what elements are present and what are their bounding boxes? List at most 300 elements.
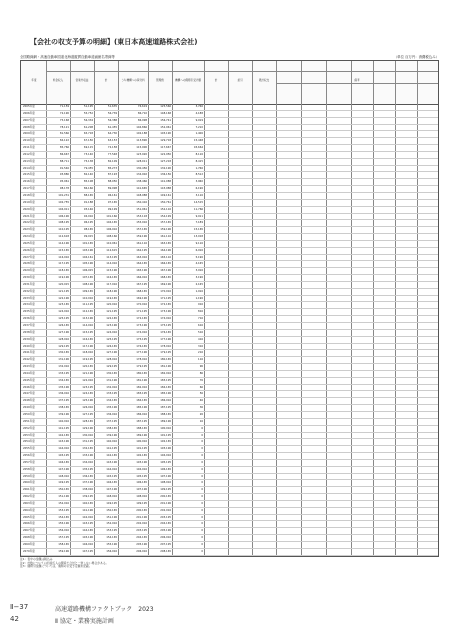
row-value-cell: 3,960 [195,180,203,184]
row-value-cell: 121,195 [58,289,69,293]
table-row [21,275,438,282]
row-year-cell: 2011年度 [23,146,35,150]
row-value-cell: 138,165 [58,406,69,410]
row-year-cell: 2042年度 [23,358,35,362]
row-value-cell: 171,195 [136,310,147,314]
row-value-cell: 172,165 [136,317,147,321]
row-year-cell: 2049年度 [23,406,35,410]
row-value-cell: 199,195 [136,501,147,505]
table-row [21,323,438,330]
row-value-cell: 9,116 [195,241,203,245]
row-value-cell: 136,165 [82,474,93,478]
row-value-cell: 516 [198,330,203,334]
page-footer [0,603,455,633]
note-3: 注3：債務引受額については、債務の引受予定額を記載。 [20,564,92,569]
budget-table [20,60,439,557]
row-value-cell: 204,165 [160,522,171,526]
row-value-cell: 161,116 [136,241,147,245]
row-value-cell: 119,165 [106,296,117,300]
row-value-cell: 146,165 [58,460,69,464]
row-value-cell: 129,195 [58,344,69,348]
row-value-cell: 168,165 [160,276,171,280]
row-value-cell: 157,195 [58,536,69,540]
row-value-cell: 203,195 [136,529,147,533]
row-value-cell: 158,165 [58,543,69,546]
row-value-cell: 79,455 [83,166,93,170]
row-value-cell: 115,196 [106,269,117,273]
row-year-cell: 2034年度 [23,303,35,307]
row-value-cell: 2,165 [195,282,203,286]
row-value-cell: 0 [201,495,203,499]
table-row [21,474,438,481]
table-row [21,398,438,405]
row-value-cell: 216 [198,351,203,355]
row-value-cell: 125,566 [160,105,171,108]
row-value-cell: 110,916 [82,296,93,300]
row-value-cell: 132,190 [160,166,171,170]
table-row [21,453,438,460]
row-value-cell: 149,195 [106,501,117,505]
table-row [21,371,438,378]
row-value-cell: 142,916 [82,515,93,519]
row-value-cell: 127,195 [82,412,93,416]
row-value-cell: 206,916 [160,536,171,540]
row-year-cell: 2024年度 [23,235,35,239]
row-value-cell: 96,161 [107,193,117,197]
row-value-cell: 184,165 [160,385,171,389]
row-value-cell: 142,165 [106,454,117,458]
row-value-cell: 150,416 [136,200,147,204]
row-value-cell: 127,196 [58,330,69,334]
row-value-cell: 198,916 [160,481,171,485]
row-value-cell: 172,165 [160,303,171,307]
row-value-cell: 123,165 [58,303,69,307]
row-value-cell: 114,916 [106,262,117,266]
row-year-cell: 2039年度 [23,337,35,341]
row-value-cell: 102,755 [58,200,69,204]
table-row [21,138,438,145]
row-value-cell: 72,190 [59,111,69,115]
row-value-cell: 101,231 [58,193,69,197]
row-value-cell: 201,196 [160,501,171,505]
row-value-cell: 135,196 [58,385,69,389]
table-row [21,241,438,248]
row-value-cell: 136,916 [106,412,117,416]
row-value-cell: 64,730 [107,132,117,136]
row-value-cell: 152,116 [160,207,171,211]
table-row [21,234,438,241]
row-value-cell: 7,189 [195,221,203,225]
row-value-cell: 143,195 [82,522,93,526]
table-row [21,131,438,138]
row-value-cell: 138,916 [82,488,93,492]
row-value-cell: 163,165 [160,241,171,245]
row-year-cell: 2045年度 [23,378,35,382]
row-value-cell: 174,916 [136,330,147,334]
row-value-cell: 142,165 [58,433,69,437]
row-value-cell: 166,165 [160,262,171,266]
row-value-cell: 195,195 [136,474,147,478]
row-value-cell: 63,153 [107,139,117,143]
row-value-cell: 0 [201,447,203,451]
row-value-cell: 78,121 [59,125,69,129]
row-value-cell: 113,196 [82,317,93,321]
table-row [21,405,438,412]
row-value-cell: 112,615 [106,248,117,252]
row-value-cell: 15,448 [193,139,203,143]
row-value-cell: 85,766 [59,146,69,150]
row-year-cell: 2040年度 [23,344,35,348]
row-value-cell: 199,195 [160,488,171,492]
row-value-cell: 816 [198,310,203,314]
unit-label: （単位 百万円：消費税込み） [393,55,439,59]
row-value-cell: 139,195 [82,495,93,499]
row-value-cell: 127,218 [160,159,171,163]
row-value-cell: 69,115 [83,146,93,150]
col-year: 年度 [31,79,37,82]
table-row [21,350,438,357]
row-value-cell: 73,140 [83,152,93,156]
row-year-cell: 2006年度 [23,111,35,115]
row-value-cell: 102,188 [136,132,147,136]
section-name: Ⅱ 協定・業務実施計画 [55,618,114,625]
row-value-cell: 108,166 [106,235,117,239]
table-row [21,207,438,214]
row-value-cell: 11,766 [193,207,203,211]
row-value-cell: 136,156 [160,173,171,177]
table-row [21,433,438,440]
row-value-cell: 143,196 [106,460,117,464]
row-value-cell: 128,916 [106,358,117,362]
row-value-cell: 155,196 [58,522,69,526]
row-year-cell: 2016年度 [23,180,35,184]
row-value-cell: 0 [201,522,203,526]
row-year-cell: 2027年度 [23,255,35,259]
table-row [21,179,438,186]
row-value-cell: 126,165 [58,324,69,327]
row-value-cell: 117,195 [58,262,69,266]
table-header [21,61,438,105]
row-value-cell: 106,916 [106,228,117,232]
row-value-cell: 1,916 [195,289,203,293]
row-value-cell: 91,188 [83,200,93,204]
row-year-cell: 2026年度 [23,248,35,252]
row-value-cell: 131,196 [106,378,117,382]
row-value-cell: 0 [201,529,203,533]
row-value-cell: 121,196 [82,371,93,375]
row-value-cell: 122,916 [82,378,93,382]
row-year-cell: 2028年度 [23,262,35,266]
row-value-cell: 161,116 [160,235,171,239]
row-value-cell: 165,196 [136,269,147,273]
row-value-cell: 76,619 [137,105,147,108]
row-value-cell: 157,165 [160,221,171,225]
row-value-cell: 115,900 [136,146,147,150]
row-year-cell: 2062年度 [23,495,35,499]
row-year-cell: 2008年度 [23,125,35,129]
row-value-cell: 128,916 [58,337,69,341]
row-value-cell: 152,916 [106,522,117,526]
table-row [21,282,438,289]
row-value-cell: 178,916 [160,344,171,348]
row-value-cell: 86,998 [137,118,147,122]
table-row [21,460,438,467]
row-value-cell: 104,165 [106,221,117,225]
row-value-cell: 118,196 [106,289,117,293]
table-row [21,501,438,508]
table-row [21,118,438,125]
row-value-cell: 127,196 [106,351,117,355]
row-value-cell: 124,916 [58,310,69,314]
row-year-cell: 2022年度 [23,221,35,225]
row-value-cell: 81,566 [59,132,69,136]
table-row [21,186,438,193]
row-value-cell: 111,195 [82,303,93,307]
row-year-cell: 2069年度 [23,543,35,546]
row-value-cell: 94,916 [83,214,93,218]
row-value-cell: 146,165 [106,481,117,485]
row-value-cell: 1,406 [195,132,203,136]
table-row [21,145,438,152]
row-value-cell: 130,916 [82,433,93,437]
row-value-cell: 125,195 [58,317,69,321]
row-value-cell: 159,196 [160,228,171,232]
row-value-cell: 149,195 [58,481,69,485]
row-value-cell: 152,916 [58,501,69,505]
row-value-cell: 6 [201,426,203,430]
col-subtotal: 計 [104,79,108,82]
row-value-cell: 147,196 [106,488,117,492]
row-value-cell: 181,196 [136,378,147,382]
row-value-cell: 196,165 [160,467,171,471]
row-value-cell: 190,916 [160,426,171,430]
row-value-cell [95,556,117,557]
row-value-cell: 128,011 [136,159,147,163]
table-row [21,316,438,323]
row-value-cell: 120,916 [106,303,117,307]
row-value-cell: 177,196 [136,351,147,355]
row-value-cell: 82,140 [83,173,93,177]
row-value-cell: 135,195 [82,467,93,471]
row-value-cell: 201,196 [136,515,147,519]
row-value-cell [149,556,171,557]
row-value-cell: 104,911 [58,207,69,211]
table-row [21,220,438,227]
row-value-cell: 0 [201,440,203,444]
row-value-cell: 120,915 [58,282,69,286]
row-value-cell: 155,916 [136,221,147,225]
row-value-cell: 117,916 [106,282,117,286]
row-value-cell: 194,916 [136,467,147,471]
row-value-cell: 182,916 [160,371,171,375]
row-value-cell: 154,199 [160,214,171,218]
row-value-cell: 186,916 [160,399,171,403]
col-total: 計 [214,79,218,82]
row-value-cell: 112,618 [58,235,69,239]
row-value-cell: 129,718 [160,139,171,143]
table-row [21,549,438,556]
row-value-cell: 189,196 [136,433,147,437]
row-year-cell: 2013年度 [23,159,35,163]
col-cumulative: 累計収支 [258,79,270,82]
row-year-cell: 2031年度 [23,282,35,286]
row-value-cell: 144,916 [106,467,117,471]
row-value-cell: 56,739 [107,111,117,115]
row-value-cell: 118,916 [82,351,93,355]
row-value-cell: 0 [201,488,203,492]
col-lease-fee: うち機構への貸付料 [121,79,145,82]
row-value-cell: 176,165 [136,344,147,348]
row-value-cell: 76 [199,378,203,382]
row-value-cell: 316 [198,344,203,348]
row-value-cell: 157,165 [136,228,147,232]
table-row [21,521,438,528]
row-value-cell: 0 [201,474,203,478]
row-value-cell: 163,916 [136,255,147,259]
row-value-cell: 122,165 [106,317,117,321]
row-value-cell: 0 [201,508,203,512]
row-year-cell: 2065年度 [23,515,35,519]
row-value-cell: 196,165 [136,481,147,485]
row-value-cell: 153,118 [136,214,147,218]
row-value-cell: 139,196 [58,412,69,416]
table-row [21,344,438,351]
col-remarks: 備考 [354,79,360,82]
row-value-cell: 82,109 [107,159,117,163]
row-value-cell: 0 [201,549,203,553]
table-row [21,364,438,371]
row-value-cell: 178,916 [136,358,147,362]
row-value-cell: 132,165 [82,447,93,451]
row-value-cell: 99,199 [107,207,117,211]
row-value-cell: 159,196 [136,235,147,239]
row-year-cell: 2067年度 [23,529,35,533]
row-value-cell: 122,950 [160,152,171,156]
row-value-cell: 9,919 [195,118,203,122]
table-row [21,214,438,221]
row-value-cell: 7,210 [195,125,203,129]
table-row [21,104,438,111]
row-year-cell: 2050年度 [23,412,35,416]
row-value-cell: 46 [199,399,203,403]
row-year-cell: 2056年度 [23,454,35,458]
row-value-cell: 75,168 [59,118,69,122]
row-year-cell: 2046年度 [23,385,35,389]
row-value-cell: 3,766 [195,105,203,108]
row-value-cell: 61,208 [83,125,93,129]
row-value-cell: 0 [201,460,203,464]
row-value-cell: 14,515 [193,200,203,204]
row-value-cell: 15,165 [193,228,203,232]
row-value-cell: 167,196 [160,269,171,273]
row-value-cell: 162,195 [136,248,147,252]
row-value-cell: 192,165 [160,440,171,444]
page-code: Ⅱ−37 [10,603,29,611]
row-value-cell: 0 [201,501,203,505]
row-value-cell: 113,195 [106,255,117,259]
col-nonop-revenue: 営業外収益 [75,79,89,82]
row-year-cell: 2043年度 [23,365,35,369]
row-value-cell: 86,166 [83,187,93,191]
table-row [21,152,438,159]
row-year-cell: 2030年度 [23,276,35,280]
row-year-cell: 2044年度 [23,371,35,375]
row-value-cell: 179,195 [160,351,171,355]
row-value-cell: 125,195 [106,337,117,341]
row-value-cell: 150,165 [58,488,69,492]
row-value-cell: 116 [198,358,203,362]
table-row [21,268,438,275]
row-year-cell: 2012年度 [23,152,35,156]
table-row [21,385,438,392]
row-value-cell: 166,916 [136,276,147,280]
notes [20,558,108,569]
row-year-cell: 2066年度 [23,522,35,526]
row-year-cell: 2063年度 [23,501,35,505]
row-year-cell: 2014年度 [23,166,35,170]
table-row [21,330,438,337]
row-value-cell: 192,165 [136,454,147,458]
row-value-cell: 191,195 [136,447,147,451]
row-value-cell: 0 [201,543,203,546]
row-value-cell: 0 [201,454,203,458]
table-row [21,378,438,385]
row-year-cell: 2038年度 [23,330,35,334]
table-row [21,556,438,557]
row-value-cell: 153,195 [58,508,69,512]
row-value-cell: 141,195 [106,447,117,451]
row-value-cell: 105,196 [82,262,93,266]
row-value-cell: 124,916 [106,330,117,334]
row-value-cell: 197,196 [136,488,147,492]
row-value-cell: 6,196 [195,187,203,191]
row-year-cell: 2020年度 [23,207,35,211]
row-value-cell: 66 [199,385,203,389]
row-value-cell: 202,916 [136,522,147,526]
row-year-cell: 2060年度 [23,481,35,485]
row-year-cell: 2015年度 [23,173,35,177]
row-value-cell: 202,916 [160,508,171,512]
row-year-cell: 2029年度 [23,269,35,273]
table-row [21,296,438,303]
row-value-cell: 156,916 [106,549,117,553]
row-value-cell: 139,196 [106,433,117,437]
row-value-cell [119,556,147,557]
table-row [21,248,438,255]
row-value-cell: 99,915 [83,235,93,239]
table-row [21,227,438,234]
row-value-cell: 159,196 [58,549,69,553]
table-row [21,309,438,316]
row-value-cell: 187,195 [160,406,171,410]
row-value-cell: 86,710 [137,111,147,115]
row-value-cell: 86,667 [59,152,69,156]
row-value-cell: 170,916 [160,289,171,293]
row-value-cell: 106,915 [82,269,93,273]
row-value-cell: 72,158 [107,146,117,150]
row-value-cell: 86 [199,371,203,375]
row-value-cell: 188,165 [160,412,171,416]
table-row [21,391,438,398]
row-value-cell: 117,667 [160,146,171,150]
row-value-cell: 189,196 [160,419,171,423]
row-value-cell: 93,880 [59,173,69,177]
col-management-cost: 管理費 [156,79,164,82]
row-value-cell: 180,165 [136,371,147,375]
table-row [21,467,438,474]
row-value-cell: 138,165 [106,426,117,430]
row-year-cell: 2007年度 [23,118,35,122]
